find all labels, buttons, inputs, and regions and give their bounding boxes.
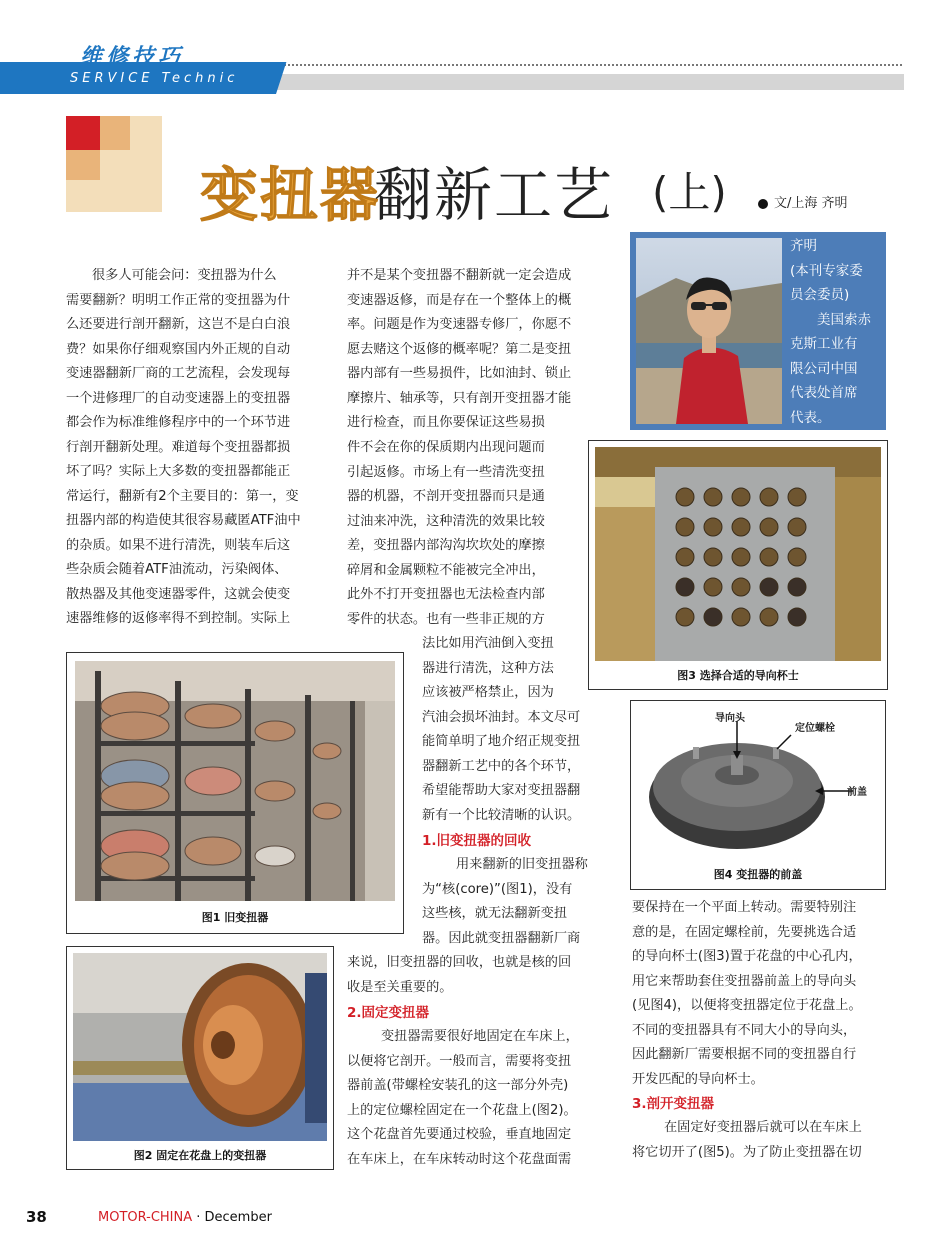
text-line: 上的定位螺栓固定在一个花盘上(图2)。 xyxy=(347,1102,577,1118)
text-line: 过油来冲洗，这种清洗的效果比较 xyxy=(347,513,545,529)
footer-brand xyxy=(98,1210,272,1225)
section-heading-1: 1.旧变扭器的回收 xyxy=(422,833,532,849)
text-line: 坏了吗？实际上大多数的变扭器都能正 xyxy=(66,464,291,479)
text-line: 来说，旧变扭器的回收，也就是核的回 xyxy=(347,955,572,970)
text-line: 行剖开翻新处理。难道每个变扭器都损 xyxy=(66,439,291,455)
article-title: 翻新工艺 xyxy=(374,161,615,229)
section-title: 维修技巧 xyxy=(80,45,185,70)
text-line: 此外不打开变扭器也无法检查内部 xyxy=(347,587,545,602)
text-line: 开发匹配的导向杯士。 xyxy=(632,1071,764,1087)
text-line: 的杂质。如果不进行清洗，则装车后这 xyxy=(66,537,291,553)
text-line: 一个进修理厂的自动变速器上的变扭器 xyxy=(66,390,291,406)
text-line: 率。问题是作为变速器专修厂，你愿不 xyxy=(347,317,572,332)
figure-4 xyxy=(630,700,886,890)
text-line: 法比如用汽油倒入变扭 xyxy=(422,636,554,651)
text-line: 将它切开了(图5)。为了防止变扭器在切 xyxy=(632,1144,862,1160)
text-line: 在固定好变扭器后就可以在车床上 xyxy=(664,1120,862,1135)
author-bio-line: 员会委员) xyxy=(790,287,850,303)
author-bio-line: 代表。 xyxy=(790,409,831,426)
figure-3-caption: 图3 选择合适的导向杯士 xyxy=(677,669,799,682)
text-line: 能简单明了地介绍正规变扭 xyxy=(422,734,581,749)
text-line: 这个花盘首先要通过校验，垂直地固定 xyxy=(347,1127,572,1142)
label-bolt: 定位螺栓 xyxy=(795,723,835,734)
author-bio-line: 齐明 xyxy=(790,238,817,254)
section-heading-3: 3.剖开变扭器 xyxy=(632,1096,715,1112)
author-bio-line: 限公司中国 xyxy=(790,360,858,377)
body-column-3 xyxy=(632,896,888,1092)
author-bio-line: (本刊专家委 xyxy=(790,262,863,279)
text-line: 变速器翻新厂商的工艺流程，会发现每 xyxy=(66,366,291,381)
text-line: 收是至关重要的。 xyxy=(347,979,453,995)
text-line: 散热器及其他变速器零件，这就会使变 xyxy=(66,586,291,602)
footer-issue: · December xyxy=(196,1210,272,1225)
body-column-1 xyxy=(66,264,322,632)
text-line: 器前盖(带螺栓安装孔的这一部分外壳) xyxy=(347,1078,569,1093)
footer-brand-name: MOTOR-CHINA xyxy=(98,1210,193,1225)
text-line: 零件的状态。也有一些非正规的方 xyxy=(347,611,545,627)
section-2-text xyxy=(347,1025,605,1172)
text-line: (见图4)，以便将变扭器定位于花盘上。 xyxy=(632,998,862,1013)
figure-4-image xyxy=(631,705,883,855)
text-line: 的导向杯士(图3)置于花盘的中心孔内， xyxy=(632,949,862,964)
text-line: 件不会在你的保质期内出现问题而 xyxy=(347,440,545,455)
text-line: 不同的变扭器具有不同大小的导向头， xyxy=(632,1022,857,1038)
text-line: 进行检查，而且你要保证这些易损 xyxy=(347,415,545,430)
label-pilot: 导向头 xyxy=(715,713,745,724)
section-1-text-wide xyxy=(347,951,605,1000)
text-line: 愿去赌这个返修的概率呢？第二是变扭 xyxy=(347,341,572,357)
text-line: 些杂质会随着ATF油流动，污染阀体、 xyxy=(66,562,288,577)
text-line: 器的机器，不剖开变扭器而只是通 xyxy=(347,489,545,504)
page-number: 38 xyxy=(26,1208,47,1226)
body-column-2-mid xyxy=(347,436,579,632)
section-3-text xyxy=(632,1116,888,1165)
figure-1-caption: 图1 旧变扭器 xyxy=(201,911,269,924)
author-bio-line: 代表处首席 xyxy=(790,385,858,401)
text-line: 很多人可能会问：变扭器为什么 xyxy=(92,268,277,283)
text-line: 用它来帮助套住变扭器前盖上的导向头 xyxy=(632,973,857,989)
text-line: 用来翻新的旧变扭器称 xyxy=(456,857,588,872)
section-1-text xyxy=(422,853,604,951)
figure-2-image xyxy=(73,953,327,1141)
figure-2-caption: 图2 固定在花盘上的变扭器 xyxy=(133,1149,267,1162)
text-line: 都会作为标准维修程序中的一个环节进 xyxy=(66,415,291,430)
article-title-part: (上) xyxy=(652,168,727,217)
text-line: 以便将它剖开。一般而言，需要将变扭 xyxy=(347,1053,572,1069)
text-line: 意的是，在固定螺栓前，先要挑选合适 xyxy=(632,924,857,940)
author-bio-line: 克斯工业有 xyxy=(790,336,858,352)
author-bio xyxy=(790,234,882,430)
text-line: 希望能帮助大家对变扭器翻 xyxy=(422,783,581,798)
text-line: 需要翻新？明明工作正常的变扭器为什 xyxy=(66,292,291,308)
figure-1 xyxy=(66,652,404,934)
text-line: 费？如果你仔细观察国内外正规的自动 xyxy=(66,341,291,357)
byline xyxy=(758,192,848,211)
text-line: 引起返修。市场上有一些清洗变扭 xyxy=(347,464,545,480)
text-line: 常运行，翻新有2个主要目的：第一，变 xyxy=(66,488,299,504)
text-line: 差，变扭器内部沟沟坎坎处的摩擦 xyxy=(347,538,545,553)
text-line: 器内部有一些易损件，比如油封、锁止 xyxy=(347,366,572,381)
text-line: 这些核，就无法翻新变扭 xyxy=(422,906,568,921)
author-photo xyxy=(636,238,782,424)
header-gray-band xyxy=(268,74,904,90)
text-line: 要保持在一个平面上转动。需要特别注 xyxy=(632,900,857,915)
body-column-2-inset xyxy=(422,632,608,828)
text-line: 汽油会损坏油封。本文尽可 xyxy=(422,709,581,725)
byline-text: 文/上海 齐明 xyxy=(774,196,848,211)
text-line: 碎屑和金属颗粒不能被完全冲出， xyxy=(347,562,545,578)
text-line: 在车床上，在车床转动时这个花盘面需 xyxy=(347,1151,572,1167)
header-dotted-rule xyxy=(272,64,902,66)
figure-3-image xyxy=(595,447,881,661)
text-line: 扭器内部的构造使其很容易藏匿ATF油中 xyxy=(66,513,301,528)
text-line: 么还要进行剖开翻新，这岂不是白白浪 xyxy=(66,317,291,332)
body-column-2-top xyxy=(347,264,605,436)
article-title-highlight: 变扭器 xyxy=(200,161,381,229)
text-line: 为“核(core)”(图1)，没有 xyxy=(422,881,573,897)
text-line: 应该被严格禁止，因为 xyxy=(422,685,554,700)
figure-2 xyxy=(66,946,334,1170)
text-line: 速器维修的返修率得不到控制。实际上 xyxy=(66,611,291,626)
title-deco-square-overlay xyxy=(100,150,162,212)
text-line: 变扭器需要很好地固定在车床上， xyxy=(381,1029,579,1044)
section-subtitle: SERVICE Technic xyxy=(70,71,239,86)
text-line: 器进行清洗，这种方法 xyxy=(422,660,554,676)
text-line: 因此翻新厂需要根据不同的变扭器自行 xyxy=(632,1047,857,1062)
figure-4-caption: 图4 变扭器的前盖 xyxy=(713,868,803,881)
text-line: 摩擦片、轴承等，只有剖开变扭器才能 xyxy=(347,390,572,406)
author-bio-line: 美国索赤 xyxy=(817,311,871,328)
section-heading-2: 2.固定变扭器 xyxy=(347,1005,430,1021)
text-line: 器翻新工艺中的各个环节， xyxy=(422,758,581,774)
figure-3 xyxy=(588,440,888,690)
text-line: 变速器返修，而是存在一个整体上的概 xyxy=(347,292,572,308)
text-line: 并不是某个变扭器不翻新就一定会造成 xyxy=(347,268,572,283)
figure-1-image xyxy=(75,661,395,901)
label-cover: 前盖 xyxy=(847,787,867,798)
title-deco-square-red xyxy=(66,116,100,150)
bullet-icon xyxy=(758,199,768,209)
text-line: 新有一个比较清晰的认识。 xyxy=(422,807,581,823)
text-line: 器。因此就变扭器翻新厂商 xyxy=(422,930,581,946)
